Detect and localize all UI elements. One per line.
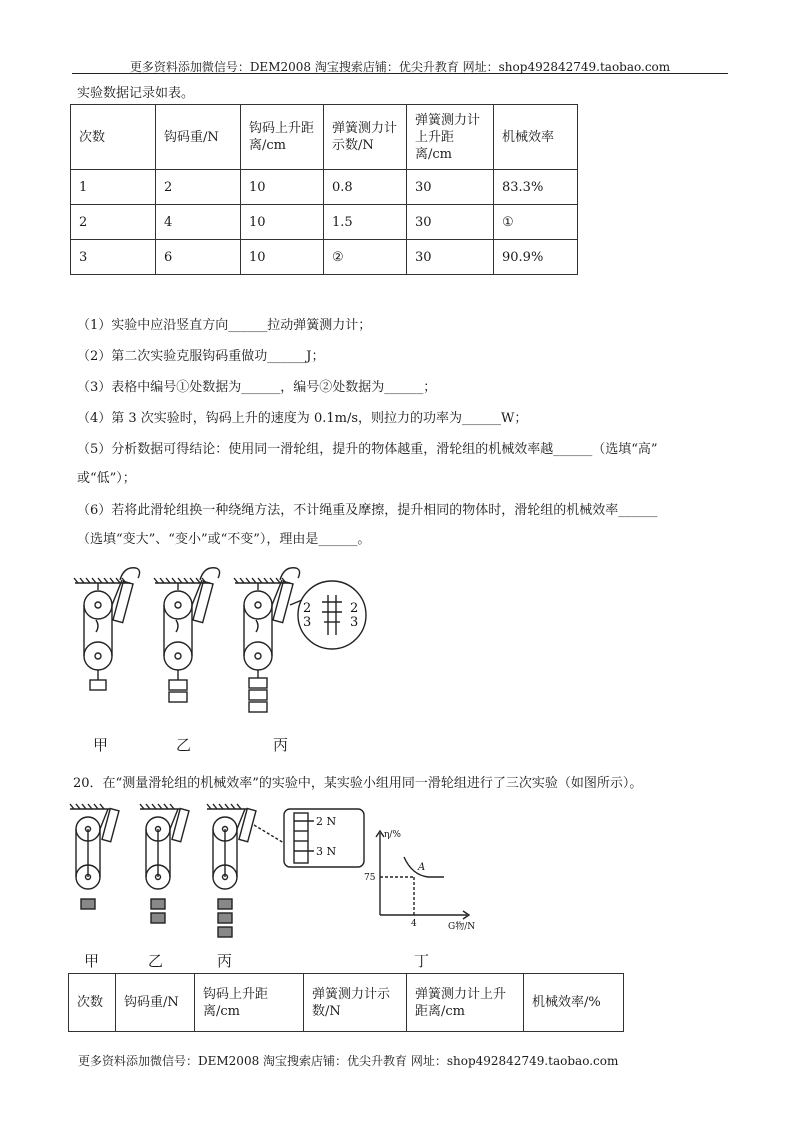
q20-pulley-figure — [62, 795, 482, 945]
table-header-cell: 弹簧测力计上升距离/cm — [407, 105, 494, 170]
table-cell: 10 — [241, 205, 324, 240]
graph-y-tick: 75 — [364, 873, 376, 883]
table-header-row — [69, 974, 624, 1032]
table-header-cell: 钩码重/N — [156, 105, 241, 170]
table-header-cell: 弹簧测力计上升距离/cm — [407, 974, 524, 1032]
page-footer: 更多资料添加微信号：DEM2008 淘宝搜索店铺：优尖升教育 网址：shop492842749.taobao.com — [78, 1054, 619, 1068]
question-4: （4）第 3 次实验时，钩码上升的速度为 0.1m/s，则拉力的功率为______W； — [77, 411, 528, 426]
table-header-cell: 机械效率/% — [524, 974, 624, 1032]
pulley-apparatus-yi — [146, 809, 189, 923]
table-header-cell: 机械效率 — [494, 105, 578, 170]
table-header-cell: 次数 — [69, 974, 116, 1032]
table-cell: 4 — [156, 205, 241, 240]
table-cell: ② — [324, 240, 407, 275]
question-5: （5）分析数据可得结论：使用同一滑轮组，提升的物体越重，滑轮组的机械效率越______（选填“高” — [77, 442, 658, 457]
table-cell: 10 — [241, 240, 324, 275]
table-cell: 6 — [156, 240, 241, 275]
table-cell: ① — [494, 205, 578, 240]
scale-mark-2n: 2 N — [316, 815, 337, 828]
table-header-cell: 次数 — [71, 105, 156, 170]
table-header-cell: 弹簧测力计示数/N — [304, 974, 407, 1032]
table-header-cell: 钩码上升距离/cm — [195, 974, 304, 1032]
efficiency-graph — [376, 831, 469, 919]
q19-intro: 实验数据记录如表。 — [77, 86, 195, 101]
table-cell: 90.9% — [494, 240, 578, 275]
page-header: 更多资料添加微信号：DEM2008 淘宝搜索店铺：优尖升教育 网址：shop492842749.taobao.com — [129, 60, 671, 74]
table-row — [71, 170, 578, 205]
table-cell: 10 — [241, 170, 324, 205]
graph-point-label: A — [418, 862, 426, 873]
table-header-cell: 弹簧测力计示数/N — [324, 105, 407, 170]
header-divider — [72, 73, 728, 74]
figure-label-jia: 甲 — [93, 736, 109, 754]
table-cell: 2 — [156, 170, 241, 205]
table-cell: 1 — [71, 170, 156, 205]
table-cell: 30 — [407, 170, 494, 205]
scale-mark: 2 — [303, 601, 312, 616]
q19-data-table — [70, 104, 578, 275]
pulley-apparatus-yi — [164, 568, 220, 702]
question-6: （6）若将此滑轮组换一种绕绳方法，不计绳重及摩擦，提升相同的物体时，滑轮组的机械效率______ — [77, 503, 658, 518]
q19-pulley-figure — [70, 560, 390, 760]
question-1: （1）实验中应沿竖直方向______拉动弹簧测力计； — [77, 318, 372, 333]
table-header-cell: 钩码重/N — [116, 974, 195, 1032]
table-cell: 83.3% — [494, 170, 578, 205]
table-cell: 30 — [407, 205, 494, 240]
table-cell: 2 — [71, 205, 156, 240]
ceiling-hatch — [70, 804, 247, 809]
scale-mark: 3 — [303, 615, 312, 630]
graph-x-axis-label: G物/N — [448, 922, 476, 932]
question-5-cont: 或“低”）； — [77, 471, 136, 486]
question-20: 20．在“测量滑轮组的机械效率”的实验中，某实验小组用同一滑轮组进行了三次实验（如图所示）。 — [73, 776, 643, 791]
table-cell: 0.8 — [324, 170, 407, 205]
figure-label-yi: 乙 — [176, 736, 192, 754]
q20-data-table — [68, 973, 624, 1032]
figure-label-jia: 甲 — [84, 952, 100, 970]
scale-mark: 3 — [350, 615, 359, 630]
question-3: （3）表格中编号①处数据为______，编号②处数据为______； — [77, 380, 437, 395]
pulley-apparatus-bing — [244, 568, 366, 712]
pulley-apparatus-jia — [84, 568, 140, 690]
scale-mark: 2 — [350, 601, 359, 616]
ceiling-hatch — [74, 578, 290, 583]
scale-mark-3n: 3 N — [316, 845, 337, 858]
figure-label-bing: 丙 — [217, 952, 233, 970]
question-6-cont: （选填“变大”、“变小”或“不变”），理由是______。 — [77, 532, 371, 547]
figure-label-yi: 乙 — [148, 952, 164, 970]
table-row — [71, 240, 578, 275]
pulley-apparatus-jia — [76, 809, 119, 909]
table-header-cell: 钩码上升距离/cm — [241, 105, 324, 170]
table-cell: 1.5 — [324, 205, 407, 240]
question-2: （2）第二次实验克服钩码重做功______J； — [77, 349, 325, 364]
figure-label-ding: 丁 — [414, 952, 430, 970]
table-row — [71, 205, 578, 240]
figure-label-bing: 丙 — [273, 736, 289, 754]
table-cell: 30 — [407, 240, 494, 275]
graph-y-axis-label: η/% — [384, 830, 401, 840]
table-header-row — [71, 105, 578, 170]
table-cell: 3 — [71, 240, 156, 275]
pulley-apparatus-bing — [213, 809, 364, 937]
graph-x-tick: 4 — [411, 919, 417, 929]
